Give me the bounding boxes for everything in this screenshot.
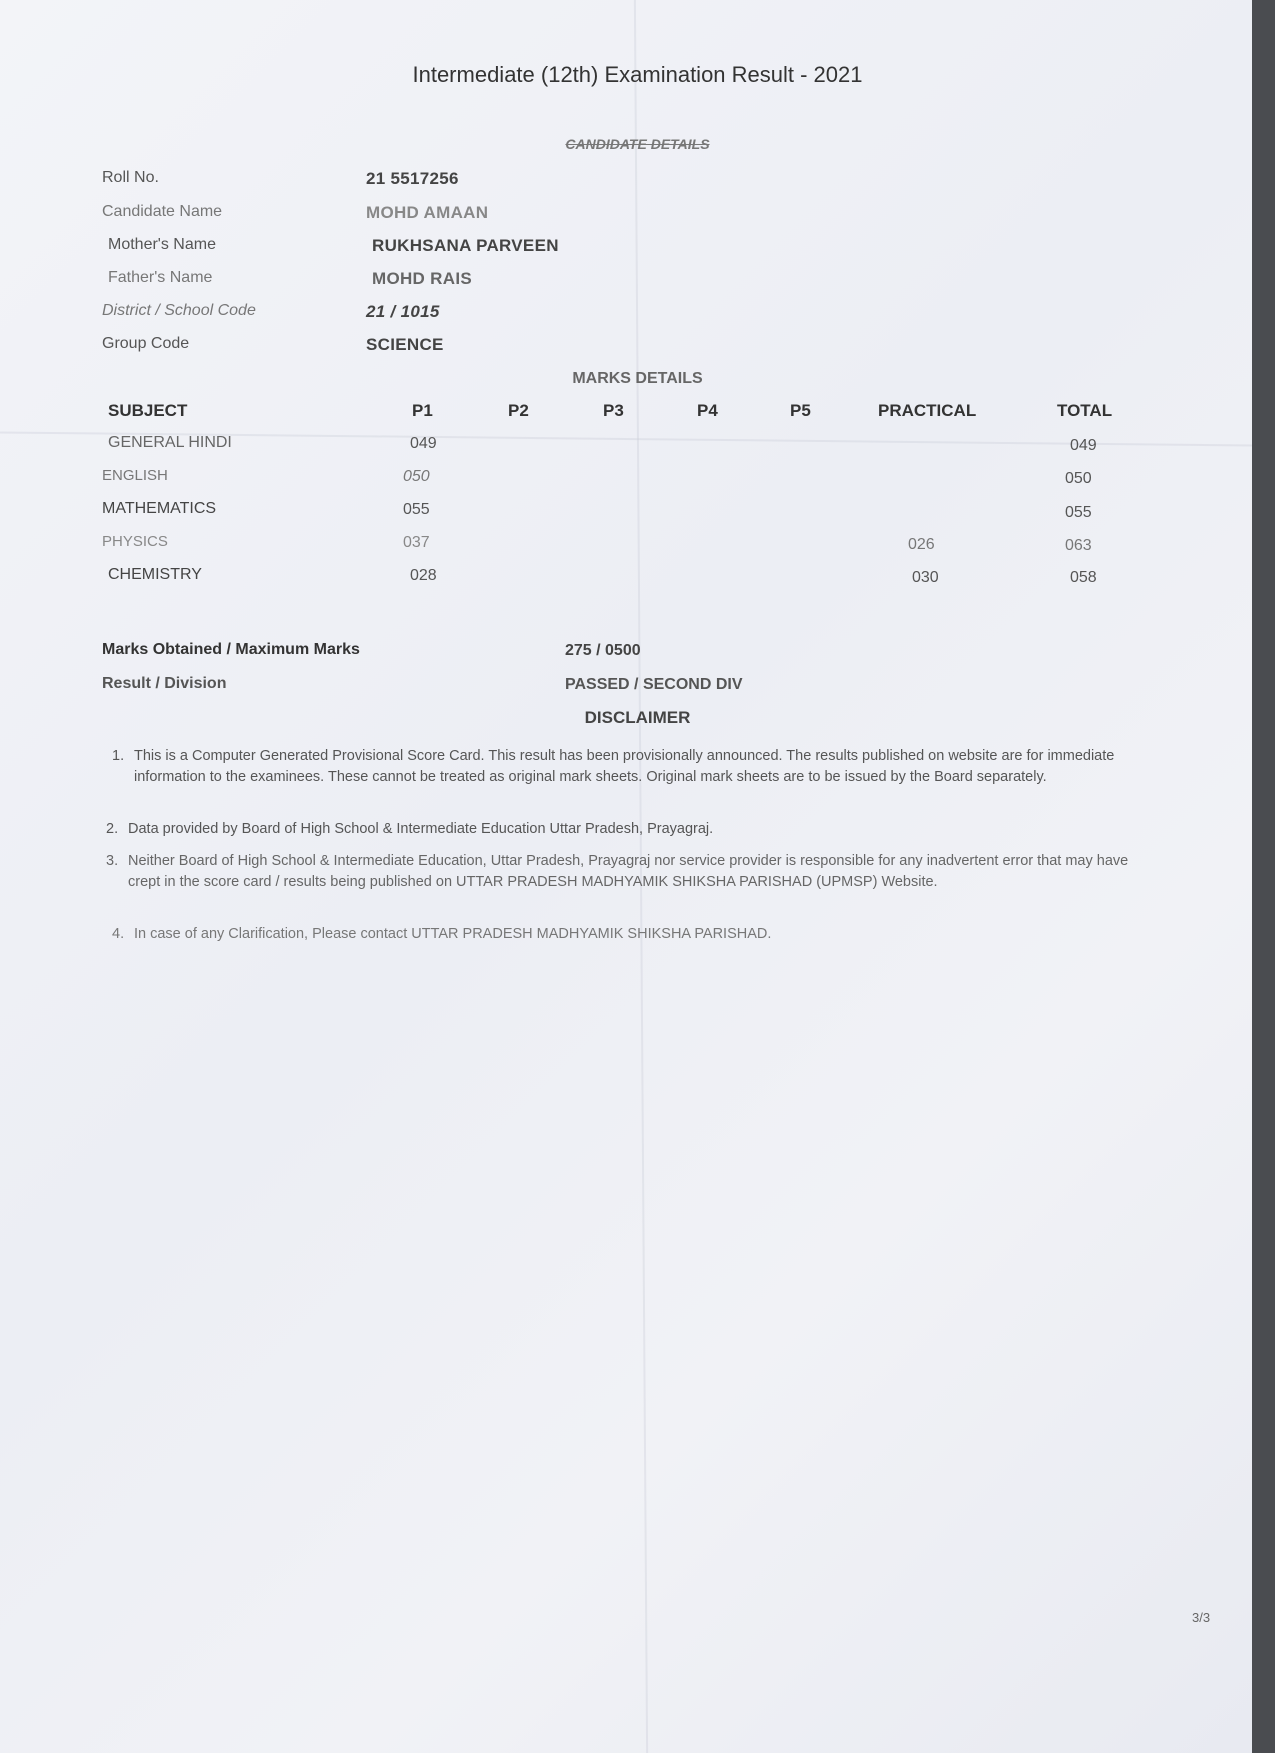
table-row-subject: CHEMISTRY xyxy=(108,566,202,583)
district-label: District / School Code xyxy=(102,302,256,319)
col-header-p5: P5 xyxy=(790,401,811,420)
mother-name-value: RUKHSANA PARVEEN xyxy=(372,236,559,255)
disclaimer-text: Data provided by Board of High School & Intermediate Education Uttar Pradesh, Prayagraj. xyxy=(128,821,714,837)
table-row-total: 063 xyxy=(1065,537,1092,554)
marks-obtained-label: Marks Obtained / Maximum Marks xyxy=(102,641,360,658)
page-number: 3/3 xyxy=(1192,1610,1211,1625)
marks-obtained-value: 275 / 0500 xyxy=(565,642,641,659)
disclaimer-number: 4. xyxy=(112,926,125,942)
district-value: 21 / 1015 xyxy=(366,302,440,321)
disclaimer-number: 2. xyxy=(106,821,119,837)
table-row-practical: 030 xyxy=(912,569,939,586)
col-header-practical: PRACTICAL xyxy=(878,401,977,420)
table-row-p1: 037 xyxy=(403,534,430,551)
disclaimer-number: 3. xyxy=(106,853,119,869)
table-row-p1: 050 xyxy=(403,468,430,485)
disclaimer-item xyxy=(106,819,1146,840)
table-row-total: 049 xyxy=(1070,437,1097,454)
col-header-p2: P2 xyxy=(508,401,529,420)
candidate-details-heading: CANDIDATE DETAILS xyxy=(565,136,710,152)
marks-details-heading: MARKS DETAILS xyxy=(572,370,703,387)
table-row-practical: 026 xyxy=(908,536,935,553)
father-name-label: Father's Name xyxy=(108,269,213,286)
disclaimer-item xyxy=(112,924,1152,945)
roll-label: Roll No. xyxy=(102,169,159,186)
disclaimer-number: 1. xyxy=(112,748,125,764)
col-header-subject: SUBJECT xyxy=(108,401,188,420)
result-division-value: PASSED / SECOND DIV xyxy=(565,676,743,693)
disclaimer-text: This is a Computer Generated Provisional Score Card. This result has been provisionally announced. The results published on website are for immediate information to the examinees. These cannot be treated as original mark sheets. Original mark sheets are to be issued by the Board separately. xyxy=(134,748,1115,785)
table-row-total: 050 xyxy=(1065,470,1092,487)
table-row-p1: 055 xyxy=(403,501,430,518)
disclaimer-item xyxy=(112,746,1152,788)
table-row-p1: 028 xyxy=(410,567,437,584)
disclaimer-heading: DISCLAIMER xyxy=(584,708,691,727)
disclaimer-text: Neither Board of High School & Intermediate Education, Uttar Pradesh, Prayagraj nor service provider is responsible for any inadvertent error that may have crept in the score card / results being published on UTTAR PRADESH MADHYAMIK SHIKSHA PARISHAD (UPMSP) Website. xyxy=(128,853,1129,890)
page-title: Intermediate (12th) Examination Result - 2021 xyxy=(412,62,863,87)
mother-name-label: Mother's Name xyxy=(108,236,216,253)
table-row-p1: 049 xyxy=(410,435,437,452)
candidate-name-label: Candidate Name xyxy=(102,203,223,220)
roll-value: 21 5517256 xyxy=(366,169,459,188)
group-label: Group Code xyxy=(102,335,190,352)
col-header-p3: P3 xyxy=(603,401,624,420)
col-header-p1: P1 xyxy=(412,401,433,420)
group-value: SCIENCE xyxy=(366,335,444,354)
disclaimer-item xyxy=(106,851,1146,893)
table-row-subject: ENGLISH xyxy=(102,467,168,484)
table-row-total: 055 xyxy=(1065,504,1092,521)
candidate-name-value: MOHD AMAAN xyxy=(366,203,489,222)
table-row-subject: GENERAL HINDI xyxy=(108,434,232,451)
table-row-subject: PHYSICS xyxy=(102,533,168,550)
col-header-p4: P4 xyxy=(697,401,718,420)
disclaimer-text: In case of any Clarification, Please contact UTTAR PRADESH MADHYAMIK SHIKSHA PARISHAD. xyxy=(134,926,772,942)
table-row-total: 058 xyxy=(1070,569,1097,586)
col-header-total: TOTAL xyxy=(1057,401,1113,420)
father-name-value: MOHD RAIS xyxy=(372,269,472,288)
table-row-subject: MATHEMATICS xyxy=(102,500,217,517)
result-division-label: Result / Division xyxy=(102,675,227,692)
